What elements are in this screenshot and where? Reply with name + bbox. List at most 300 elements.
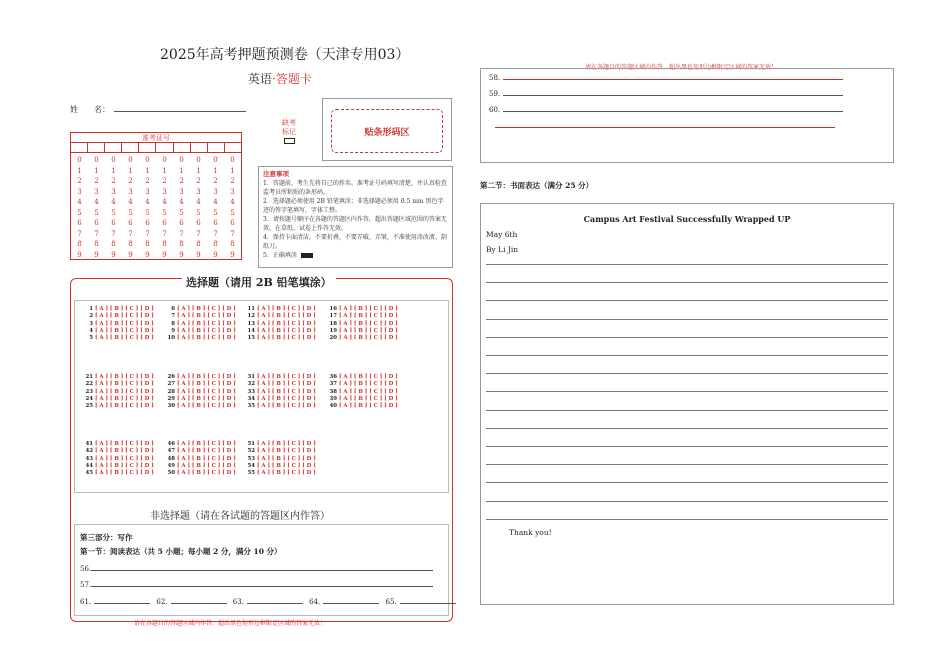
exam-digit-bubble[interactable]: 4 [213, 198, 218, 206]
exam-digit-bubble[interactable]: 1 [179, 166, 184, 175]
exam-digit-column [224, 155, 241, 260]
question-row[interactable] [165, 403, 236, 410]
question-number: 11 [247, 306, 255, 312]
answer-options[interactable]: [ A ] [ B ] [ C ] [ D ] [339, 313, 398, 320]
question-row[interactable] [165, 441, 236, 448]
question-row[interactable] [165, 456, 236, 463]
bottom-warning: 请在各题目的答题区域内作答，超出黑色矩形边框限定区域的答案无效！ [134, 620, 327, 627]
question-row[interactable] [83, 381, 154, 388]
question-number: 24 [85, 395, 93, 402]
question-row[interactable] [83, 396, 154, 403]
answer-options[interactable]: [ A ] [ B ] [ C ] [ D ] [177, 313, 236, 320]
answer-options[interactable]: [ A ] [ B ] [ C ] [ D ] [257, 313, 316, 320]
question-row[interactable] [327, 306, 398, 313]
exam-digit-bubble[interactable]: 9 [145, 250, 150, 259]
answer-options[interactable]: [ A ] [ B ] [ C ] [ D ] [177, 395, 236, 402]
exam-digit-bubble[interactable]: 8 [128, 240, 133, 248]
exam-digit-bubble[interactable]: 0 [162, 156, 167, 164]
q63-line[interactable] [247, 597, 303, 604]
question-number: 36 [329, 374, 337, 380]
question-row[interactable] [83, 470, 154, 477]
absent-label-1: 缺考 [282, 119, 296, 127]
exam-digit-bubble[interactable]: 6 [213, 219, 218, 227]
exam-digit-bubble[interactable]: 3 [196, 187, 201, 196]
answer-60-continued[interactable] [495, 121, 835, 130]
answer-options[interactable]: [ A ] [ B ] [ C ] [ D ] [95, 335, 154, 342]
exam-digit-bubble[interactable]: 7 [145, 229, 150, 238]
question-number: 47 [167, 448, 175, 455]
question-row[interactable] [83, 328, 154, 335]
question-row[interactable] [83, 321, 154, 328]
question-row[interactable] [327, 381, 398, 388]
question-row[interactable] [83, 306, 154, 313]
exam-number-input-cell[interactable] [156, 143, 173, 152]
question-row[interactable] [83, 456, 154, 463]
question-row[interactable] [165, 448, 236, 455]
barcode-area [322, 98, 452, 161]
answer-options[interactable]: [ A ] [ B ] [ C ] [ D ] [339, 306, 398, 312]
question-number: 52 [247, 448, 255, 455]
question-row[interactable] [165, 463, 236, 470]
question-row[interactable] [327, 374, 398, 381]
answer-61-65[interactable] [80, 597, 456, 606]
question-row[interactable] [83, 448, 154, 455]
exam-digit-bubble[interactable]: 6 [230, 219, 235, 227]
exam-digit-column [71, 155, 88, 260]
exam-digit-bubble[interactable]: 1 [196, 166, 201, 175]
answer-options[interactable]: [ A ] [ B ] [ C ] [ D ] [339, 381, 398, 388]
exam-digit-bubble[interactable]: 3 [128, 187, 133, 196]
question-row[interactable] [245, 456, 316, 463]
essay-writing-line[interactable] [486, 519, 888, 520]
exam-digit-bubble[interactable]: 9 [196, 250, 201, 259]
question-row[interactable] [245, 463, 316, 470]
exam-digit-bubble[interactable]: 0 [213, 156, 218, 164]
answer-options[interactable]: [ A ] [ B ] [ C ] [ D ] [177, 381, 236, 388]
question-number: 9 [171, 327, 175, 334]
exam-digit-bubble[interactable]: 8 [196, 240, 201, 248]
exam-digit-bubble[interactable]: 9 [162, 250, 167, 259]
question-row[interactable] [165, 335, 236, 342]
q56-label: 56. [80, 565, 92, 573]
q63-label: 63. [232, 598, 244, 606]
answer-options[interactable]: [ A ] [ B ] [ C ] [ D ] [257, 335, 316, 342]
question-row[interactable] [245, 306, 316, 313]
question-row[interactable] [245, 335, 316, 342]
exam-digit-bubble[interactable]: 7 [179, 229, 184, 238]
answer-options[interactable]: [ A ] [ B ] [ C ] [ D ] [177, 374, 236, 380]
exam-digit-bubble[interactable]: 2 [196, 177, 201, 185]
question-row[interactable] [245, 328, 316, 335]
answer-options[interactable]: [ A ] [ B ] [ C ] [ D ] [95, 441, 154, 447]
answer-options[interactable]: [ A ] [ B ] [ C ] [ D ] [339, 335, 398, 342]
essay-writing-line[interactable] [486, 391, 888, 392]
exam-digit-bubble[interactable]: 3 [213, 187, 218, 196]
exam-number-input-cell[interactable] [122, 143, 139, 152]
exam-digit-bubble[interactable]: 7 [94, 229, 99, 238]
question-row[interactable] [245, 374, 316, 381]
question-row[interactable] [245, 448, 316, 455]
question-row[interactable] [245, 396, 316, 403]
q62-line[interactable] [171, 597, 227, 604]
exam-digit-bubble[interactable]: 0 [179, 156, 184, 164]
question-number: 42 [85, 448, 93, 455]
question-row[interactable] [245, 470, 316, 477]
exam-digit-bubble[interactable]: 3 [162, 187, 167, 196]
answer-options[interactable]: [ A ] [ B ] [ C ] [ D ] [257, 388, 316, 395]
exam-digit-bubble[interactable]: 3 [111, 187, 116, 196]
exam-digit-bubble[interactable]: 6 [162, 219, 167, 227]
exam-digit-bubble[interactable]: 5 [94, 208, 99, 217]
exam-digit-bubble[interactable]: 7 [230, 229, 235, 238]
answer-options[interactable]: [ A ] [ B ] [ C ] [ D ] [95, 395, 154, 402]
answer-options[interactable]: [ A ] [ B ] [ C ] [ D ] [339, 374, 398, 380]
essay-writing-line[interactable] [486, 428, 888, 429]
exam-digit-bubble[interactable]: 8 [111, 240, 116, 248]
answer-options[interactable]: [ A ] [ B ] [ C ] [ D ] [257, 327, 316, 334]
question-row[interactable] [165, 470, 236, 477]
exam-digit-bubble[interactable]: 6 [145, 219, 150, 227]
question-number: 32 [247, 381, 255, 388]
essay-writing-line[interactable] [486, 373, 888, 374]
exam-digit-bubble[interactable]: 2 [77, 177, 82, 185]
answer-options[interactable]: [ A ] [ B ] [ C ] [ D ] [177, 441, 236, 447]
question-number: 53 [247, 455, 255, 462]
exam-digit-bubble[interactable]: 5 [213, 208, 218, 217]
question-row[interactable] [327, 313, 398, 320]
answer-options[interactable]: [ A ] [ B ] [ C ] [ D ] [257, 374, 316, 380]
exam-digit-bubble[interactable]: 3 [179, 187, 184, 196]
answer-options[interactable]: [ A ] [ B ] [ C ] [ D ] [257, 306, 316, 312]
name-line[interactable] [114, 104, 246, 112]
question-row[interactable] [165, 389, 236, 396]
exam-digit-bubble[interactable]: 7 [213, 229, 218, 238]
exam-digit-bubble[interactable]: 1 [111, 166, 116, 175]
answer-options[interactable]: [ A ] [ B ] [ C ] [ D ] [177, 470, 236, 477]
answer-options[interactable]: [ A ] [ B ] [ C ] [ D ] [95, 313, 154, 320]
question-row[interactable] [165, 321, 236, 328]
question-row[interactable] [327, 328, 398, 335]
essay-writing-line[interactable] [486, 501, 888, 502]
exam-digit-bubble[interactable]: 5 [77, 208, 82, 217]
question-row[interactable] [327, 396, 398, 403]
exam-digit-bubble[interactable]: 2 [213, 177, 218, 185]
exam-digit-bubble[interactable]: 4 [196, 198, 201, 206]
q65-label: 65. [385, 598, 397, 606]
exam-digit-bubble[interactable]: 4 [77, 198, 82, 206]
barcode-label: 贴条形码区 [331, 109, 443, 153]
question-number: 7 [171, 313, 175, 320]
question-number: 41 [85, 441, 93, 447]
exam-digit-bubble[interactable]: 4 [230, 198, 235, 206]
q56-line[interactable] [91, 564, 433, 571]
question-row[interactable] [83, 389, 154, 396]
question-row[interactable] [83, 403, 154, 410]
exam-digit-bubble[interactable]: 4 [162, 198, 167, 206]
essay-writing-line[interactable] [486, 355, 888, 356]
answer-options[interactable]: [ A ] [ B ] [ C ] [ D ] [257, 462, 316, 469]
exam-number-input-cell[interactable] [225, 143, 241, 152]
exam-digit-bubble[interactable]: 8 [230, 240, 235, 248]
essay-writing-line[interactable] [486, 282, 888, 283]
answer-options[interactable]: [ A ] [ B ] [ C ] [ D ] [95, 327, 154, 334]
exam-digit-bubble[interactable]: 1 [77, 166, 82, 175]
exam-digit-bubble[interactable]: 9 [213, 250, 218, 259]
answer-options[interactable]: [ A ] [ B ] [ C ] [ D ] [177, 403, 236, 410]
exam-number-input-cell[interactable] [71, 143, 88, 152]
exam-digit-bubble[interactable]: 2 [162, 177, 167, 185]
essay-writing-line[interactable] [486, 319, 888, 320]
exam-digit-column [88, 155, 105, 260]
exam-digit-bubble[interactable]: 8 [94, 240, 99, 248]
exam-number-input-cell[interactable] [105, 143, 122, 152]
exam-digit-bubble[interactable]: 1 [94, 166, 99, 175]
q64-line[interactable] [323, 597, 379, 604]
exam-digit-bubble[interactable]: 6 [94, 219, 99, 227]
essay-writing-line[interactable] [486, 464, 888, 465]
question-row[interactable] [165, 328, 236, 335]
exam-number-input-cell[interactable] [191, 143, 208, 152]
exam-digit-bubble[interactable]: 8 [213, 240, 218, 248]
exam-number-input-row[interactable] [71, 143, 241, 153]
exam-digit-bubble[interactable]: 5 [111, 208, 116, 217]
question-row[interactable] [327, 335, 398, 342]
notice-item: 3．请按题号顺序在各题的答题区内作答，超出答题区域范围的答案无效，在草纸、试卷上作答无效。 [263, 216, 447, 232]
exam-digit-bubble[interactable]: 0 [111, 156, 116, 164]
answer-59[interactable] [489, 89, 843, 98]
exam-digit-bubble[interactable]: 6 [179, 219, 184, 227]
answer-options[interactable]: [ A ] [ B ] [ C ] [ D ] [95, 306, 154, 312]
question-row[interactable] [245, 389, 316, 396]
exam-digit-bubble[interactable]: 7 [162, 229, 167, 238]
question-number: 18 [329, 320, 337, 327]
question-number: 44 [85, 462, 93, 469]
exam-digit-bubble[interactable]: 5 [162, 208, 167, 217]
answer-options[interactable]: [ A ] [ B ] [ C ] [ D ] [257, 455, 316, 462]
essay-writing-line[interactable] [486, 337, 888, 338]
exam-digit-bubble[interactable]: 2 [94, 177, 99, 185]
question-row[interactable] [83, 441, 154, 448]
exam-digit-bubble[interactable]: 2 [111, 177, 116, 185]
question-group [327, 374, 398, 410]
question-number: 22 [85, 381, 93, 388]
q58-line[interactable] [503, 73, 843, 80]
absent-mark[interactable] [282, 119, 296, 144]
answer-options[interactable]: [ A ] [ B ] [ C ] [ D ] [95, 320, 154, 327]
answer-options[interactable]: [ A ] [ B ] [ C ] [ D ] [95, 470, 154, 477]
exam-number-input-cell[interactable] [208, 143, 225, 152]
exam-digit-bubble[interactable]: 0 [77, 156, 82, 164]
answer-options[interactable]: [ A ] [ B ] [ C ] [ D ] [95, 448, 154, 455]
question-row[interactable] [83, 313, 154, 320]
answer-options[interactable]: [ A ] [ B ] [ C ] [ D ] [177, 327, 236, 334]
exam-digit-bubble[interactable]: 8 [162, 240, 167, 248]
answer-options[interactable]: [ A ] [ B ] [ C ] [ D ] [257, 403, 316, 410]
answer-options[interactable]: [ A ] [ B ] [ C ] [ D ] [177, 306, 236, 312]
question-row[interactable] [165, 306, 236, 313]
exam-digit-bubble[interactable]: 0 [145, 156, 150, 164]
question-group [165, 441, 236, 477]
question-row[interactable] [165, 381, 236, 388]
question-row[interactable] [83, 463, 154, 470]
essay-writing-line[interactable] [486, 300, 888, 301]
exam-digit-bubble[interactable]: 0 [196, 156, 201, 164]
answer-options[interactable]: [ A ] [ B ] [ C ] [ D ] [95, 381, 154, 388]
exam-digit-bubble[interactable]: 3 [230, 187, 235, 196]
exam-digit-bubble[interactable]: 4 [111, 198, 116, 206]
exam-digit-bubble[interactable]: 1 [230, 166, 235, 175]
question-row[interactable] [83, 374, 154, 381]
exam-digit-bubble[interactable]: 3 [77, 187, 82, 196]
exam-digit-bubble[interactable]: 2 [128, 177, 133, 185]
exam-digit-bubble[interactable]: 7 [196, 229, 201, 238]
essay-writing-line[interactable] [486, 482, 888, 483]
answer-options[interactable]: [ A ] [ B ] [ C ] [ D ] [257, 395, 316, 402]
exam-digit-bubble[interactable]: 5 [145, 208, 150, 217]
exam-digit-bubble[interactable]: 0 [128, 156, 133, 164]
question-row[interactable] [245, 403, 316, 410]
subject-heading [248, 70, 312, 87]
answer-options[interactable]: [ A ] [ B ] [ C ] [ D ] [177, 448, 236, 455]
answer-options[interactable]: [ A ] [ B ] [ C ] [ D ] [177, 455, 236, 462]
answer-options[interactable]: [ A ] [ B ] [ C ] [ D ] [177, 388, 236, 395]
q60-line[interactable] [503, 105, 843, 112]
absent-label-2: 标记 [282, 128, 296, 136]
exam-digit-bubble[interactable]: 4 [94, 198, 99, 206]
exam-digit-bubble[interactable]: 9 [111, 250, 116, 259]
exam-digit-bubble[interactable]: 1 [128, 166, 133, 175]
exam-digit-bubble[interactable]: 7 [77, 229, 82, 238]
exam-digit-bubble[interactable]: 9 [179, 250, 184, 259]
question-number: 39 [329, 395, 337, 402]
exam-digit-bubble[interactable]: 9 [77, 250, 82, 259]
question-number: 49 [167, 462, 175, 469]
exam-number-input-cell[interactable] [174, 143, 191, 152]
question-number: 1 [89, 306, 93, 312]
exam-number-input-cell[interactable] [139, 143, 156, 152]
question-number: 34 [247, 395, 255, 402]
answer-options[interactable]: [ A ] [ B ] [ C ] [ D ] [95, 403, 154, 410]
absent-checkbox[interactable] [284, 138, 295, 144]
answer-options[interactable]: [ A ] [ B ] [ C ] [ D ] [177, 320, 236, 327]
exam-digit-bubble[interactable]: 5 [179, 208, 184, 217]
exam-digit-bubble[interactable]: 9 [128, 250, 133, 259]
exam-digit-bubble[interactable]: 7 [128, 229, 133, 238]
essay-box [480, 203, 894, 605]
q61-line[interactable] [94, 597, 150, 604]
exam-digit-bubble[interactable]: 6 [111, 219, 116, 227]
exam-digit-bubble[interactable]: 7 [111, 229, 116, 238]
answer-options[interactable]: [ A ] [ B ] [ C ] [ D ] [257, 448, 316, 455]
answer-options[interactable]: [ A ] [ B ] [ C ] [ D ] [339, 320, 398, 327]
exam-digit-bubble[interactable]: 8 [145, 240, 150, 248]
answer-options[interactable]: [ A ] [ B ] [ C ] [ D ] [177, 462, 236, 469]
exam-digit-bubble[interactable]: 1 [145, 166, 150, 175]
q60-line-2[interactable] [495, 121, 835, 128]
answer-options[interactable]: [ A ] [ B ] [ C ] [ D ] [339, 403, 398, 410]
answer-options[interactable]: [ A ] [ B ] [ C ] [ D ] [95, 388, 154, 395]
question-row[interactable] [327, 321, 398, 328]
exam-digit-column [105, 155, 122, 260]
answer-57[interactable] [80, 580, 433, 589]
answer-options[interactable]: [ A ] [ B ] [ C ] [ D ] [339, 395, 398, 402]
exam-digit-column [173, 155, 190, 260]
exam-digit-bubble[interactable]: 0 [94, 156, 99, 164]
exam-digit-bubble[interactable]: 8 [77, 240, 82, 248]
exam-digit-bubble[interactable]: 1 [162, 166, 167, 175]
question-row[interactable] [245, 381, 316, 388]
exam-digit-bubble[interactable]: 3 [94, 187, 99, 196]
exam-digit-bubble[interactable]: 5 [196, 208, 201, 217]
exam-digit-bubble[interactable]: 6 [77, 219, 82, 227]
answer-options[interactable]: [ A ] [ B ] [ C ] [ D ] [339, 327, 398, 334]
question-row[interactable] [245, 321, 316, 328]
name-field[interactable] [70, 104, 246, 115]
q65-line[interactable] [400, 597, 456, 604]
q57-line[interactable] [91, 580, 433, 587]
answer-58[interactable] [489, 73, 843, 82]
answer-options[interactable]: [ A ] [ B ] [ C ] [ D ] [257, 381, 316, 388]
exam-digit-bubble[interactable]: 6 [128, 219, 133, 227]
exam-digit-bubble[interactable]: 5 [230, 208, 235, 217]
answer-options[interactable]: [ A ] [ B ] [ C ] [ D ] [257, 320, 316, 327]
answer-options[interactable]: [ A ] [ B ] [ C ] [ D ] [95, 374, 154, 380]
question-row[interactable] [327, 403, 398, 410]
answer-options[interactable]: [ A ] [ B ] [ C ] [ D ] [95, 462, 154, 469]
exam-number-input-cell[interactable] [88, 143, 105, 152]
exam-digit-bubble[interactable]: 4 [145, 198, 150, 206]
exam-digit-bubble[interactable]: 9 [94, 250, 99, 259]
answer-options[interactable]: [ A ] [ B ] [ C ] [ D ] [339, 388, 398, 395]
exam-digit-bubble[interactable]: 3 [145, 187, 150, 196]
top-warning: 请在各题目的答题区域内作答，超出黑色矩形边框限定区域的答案无效！ [585, 64, 778, 71]
answer-options[interactable]: [ A ] [ B ] [ C ] [ D ] [257, 470, 316, 477]
essay-writing-line[interactable] [486, 446, 888, 447]
question-group [245, 306, 316, 342]
question-number: 21 [85, 374, 93, 380]
exam-digit-bubble[interactable]: 9 [230, 250, 235, 259]
exam-digit-bubble[interactable]: 8 [179, 240, 184, 248]
exam-digit-bubble[interactable]: 2 [230, 177, 235, 185]
question-row[interactable] [165, 313, 236, 320]
answer-options[interactable]: [ A ] [ B ] [ C ] [ D ] [177, 335, 236, 342]
essay-writing-line[interactable] [486, 264, 888, 265]
question-row[interactable] [165, 374, 236, 381]
exam-digit-bubble[interactable]: 1 [213, 166, 218, 175]
exam-digit-bubble[interactable]: 4 [128, 198, 133, 206]
answer-56[interactable] [80, 564, 433, 573]
answer-options[interactable]: [ A ] [ B ] [ C ] [ D ] [257, 441, 316, 447]
exam-digit-bubble[interactable]: 2 [145, 177, 150, 185]
question-number: 12 [247, 313, 255, 320]
question-number: 50 [167, 470, 175, 477]
answer-options[interactable]: [ A ] [ B ] [ C ] [ D ] [95, 455, 154, 462]
exam-digit-bubble[interactable]: 4 [179, 198, 184, 206]
essay-writing-line[interactable] [486, 410, 888, 411]
question-row[interactable] [245, 441, 316, 448]
question-number: 16 [329, 306, 337, 312]
question-row[interactable] [165, 396, 236, 403]
exam-digit-bubble[interactable]: 6 [196, 219, 201, 227]
exam-digit-bubble[interactable]: 2 [179, 177, 184, 185]
exam-digit-bubble[interactable]: 5 [128, 208, 133, 217]
question-row[interactable] [245, 313, 316, 320]
question-row[interactable] [327, 389, 398, 396]
question-row[interactable] [83, 335, 154, 342]
exam-digit-bubble[interactable]: 0 [230, 156, 235, 164]
q59-line[interactable] [503, 89, 843, 96]
answer-60[interactable] [489, 105, 843, 114]
